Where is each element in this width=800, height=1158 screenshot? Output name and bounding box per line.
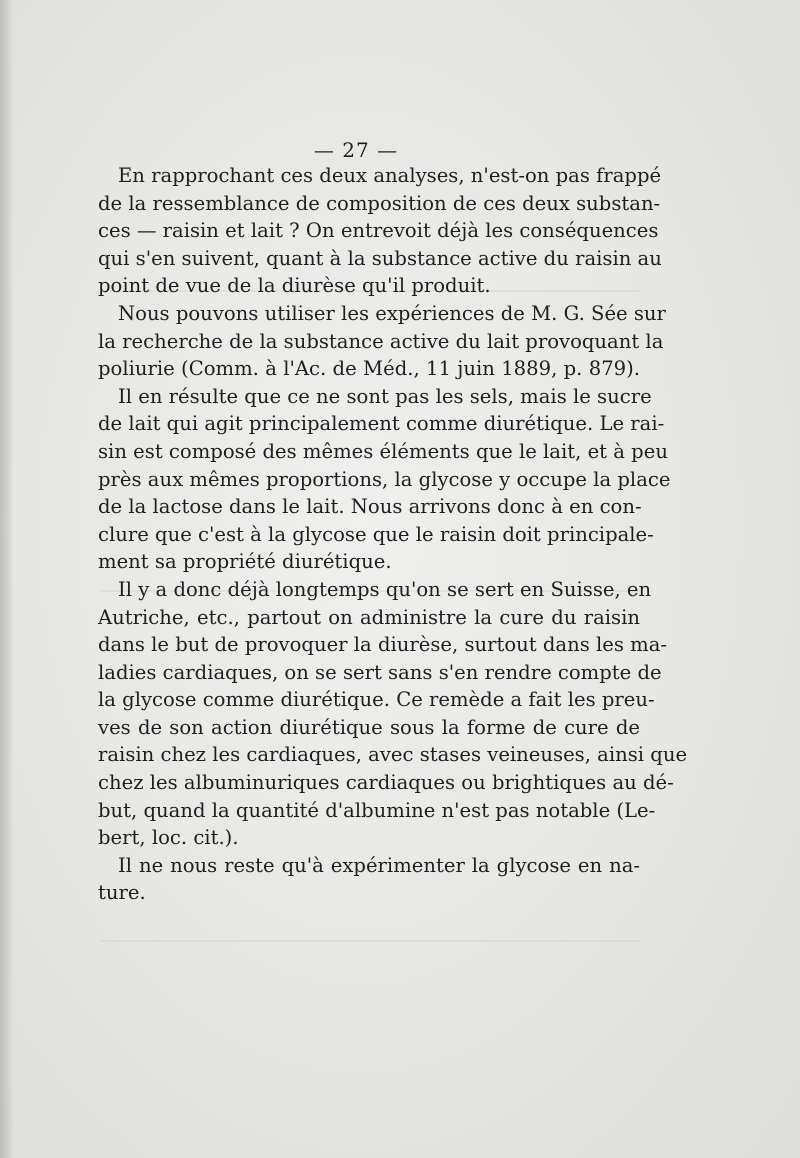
text-line: but, quand la quantité d'albumine n'est pas notable (Le- xyxy=(98,798,656,822)
text-line: la recherche de la substance active du lait provoquant la xyxy=(98,329,664,353)
text-line: ladies cardiaques, on se sert sans s'en rendre compte de xyxy=(98,660,662,684)
text-line: de la lactose dans le lait. Nous arrivons donc à en con- xyxy=(98,495,642,519)
text-line: poliurie (Comm. à l'Ac. de Méd., 11 juin 1889, p. 879). xyxy=(98,357,640,381)
text-line: la glycose comme diurétique. Ce remède a fait les preu- xyxy=(98,688,655,712)
body-text xyxy=(98,162,688,907)
text-line: point de vue de la diurèse qu'il produit. xyxy=(98,274,491,298)
text-line: ment sa propriété diurétique. xyxy=(98,550,392,574)
page-number: — 27 — xyxy=(313,138,399,162)
page-edge-shadow xyxy=(0,0,14,1158)
text-line: près aux mêmes proportions, la glycose y occupe la place xyxy=(98,467,671,491)
text-line: ture. xyxy=(98,881,146,905)
text-line: sin est composé des mêmes éléments que le lait, et à peu xyxy=(98,439,668,463)
text-line: ces — raisin et lait ? On entrevoit déjà les conséquences xyxy=(98,219,659,243)
text-line: dans le but de provoquer la diurèse, surtout dans les ma- xyxy=(98,633,668,657)
text-line: de lait qui agit principalement comme diurétique. Le rai- xyxy=(98,412,665,436)
text-line: Nous pouvons utiliser les expériences de M. G. Sée sur xyxy=(118,301,666,325)
text-line: chez les albuminuriques cardiaques ou brightiques au dé- xyxy=(98,771,674,795)
text-line: Il en résulte que ce ne sont pas les sels, mais le sucre xyxy=(118,384,652,408)
show-through-trace xyxy=(100,940,640,942)
text-line: Il ne nous reste qu'à expérimenter la glycose en na- xyxy=(118,853,640,877)
text-line: clure que c'est à la glycose que le raisin doit principale- xyxy=(98,522,654,546)
text-line: de la ressemblance de composition de ces deux substan- xyxy=(98,191,661,215)
text-line: Il y a donc déjà longtemps qu'on se sert en Suisse, en xyxy=(118,577,652,601)
text-line: Autriche, etc., partout on administre la cure du raisin xyxy=(98,605,640,629)
text-line: bert, loc. cit.). xyxy=(98,826,239,850)
text-line: raisin chez les cardiaques, avec stases veineuses, ainsi que xyxy=(98,743,688,767)
text-line: En rapprochant ces deux analyses, n'est-on pas frappé xyxy=(118,164,662,187)
text-line: ves de son action diurétique sous la forme de cure de xyxy=(98,715,640,739)
text-line: qui s'en suivent, quant à la substance active du raisin au xyxy=(98,246,662,270)
